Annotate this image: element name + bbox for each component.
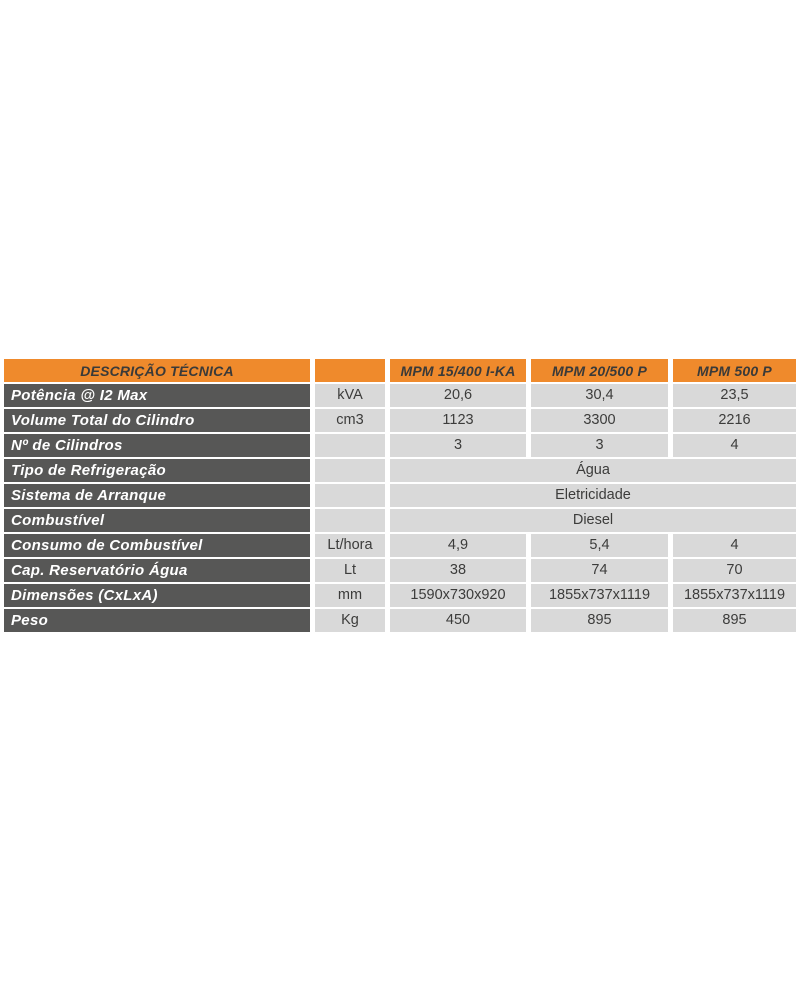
row-label: Dimensões (CxLxA)	[4, 584, 310, 607]
value-cell: 5,4	[531, 534, 668, 557]
value-cell: 4,9	[390, 534, 526, 557]
value-cell: 3	[390, 434, 526, 457]
value-cell: 38	[390, 559, 526, 582]
table-title: DESCRIÇÃO TÉCNICA	[4, 359, 310, 382]
value-cell: 20,6	[390, 384, 526, 407]
row-label: Sistema de Arranque	[4, 484, 310, 507]
row-label: Tipo de Refrigeração	[4, 459, 310, 482]
merged-value-cell: Eletricidade	[390, 484, 796, 507]
value-cell: 3300	[531, 409, 668, 432]
row-label: Combustível	[4, 509, 310, 532]
row-label: Potência @ I2 Max	[4, 384, 310, 407]
merged-value-cell: Diesel	[390, 509, 796, 532]
value-cell: 895	[531, 609, 668, 632]
value-cell: 1590x730x920	[390, 584, 526, 607]
row-label: Peso	[4, 609, 310, 632]
value-cell: 1855x737x1119	[531, 584, 668, 607]
value-cell: 70	[673, 559, 796, 582]
model-column-header: MPM 15/400 I-KA	[390, 359, 526, 382]
model-column-header: MPM 500 P	[673, 359, 796, 382]
unit-cell: kVA	[315, 384, 385, 407]
value-cell: 23,5	[673, 384, 796, 407]
unit-cell: Lt/hora	[315, 534, 385, 557]
unit-cell: Lt	[315, 559, 385, 582]
value-cell: 895	[673, 609, 796, 632]
value-cell: 2216	[673, 409, 796, 432]
unit-cell: cm3	[315, 409, 385, 432]
merged-value-cell: Água	[390, 459, 796, 482]
unit-column-header	[315, 359, 385, 382]
spec-table	[4, 359, 796, 632]
value-cell: 74	[531, 559, 668, 582]
value-cell: 4	[673, 434, 796, 457]
unit-cell: mm	[315, 584, 385, 607]
value-cell: 1855x737x1119	[673, 584, 796, 607]
unit-cell	[315, 434, 385, 457]
row-label: Consumo de Combustível	[4, 534, 310, 557]
unit-cell	[315, 509, 385, 532]
unit-cell: Kg	[315, 609, 385, 632]
model-column-header: MPM 20/500 P	[531, 359, 668, 382]
value-cell: 3	[531, 434, 668, 457]
value-cell: 30,4	[531, 384, 668, 407]
value-cell: 4	[673, 534, 796, 557]
unit-cell	[315, 459, 385, 482]
unit-cell	[315, 484, 385, 507]
value-cell: 1123	[390, 409, 526, 432]
row-label: Nº de Cilindros	[4, 434, 310, 457]
value-cell: 450	[390, 609, 526, 632]
row-label: Volume Total do Cilindro	[4, 409, 310, 432]
row-label: Cap. Reservatório Água	[4, 559, 310, 582]
